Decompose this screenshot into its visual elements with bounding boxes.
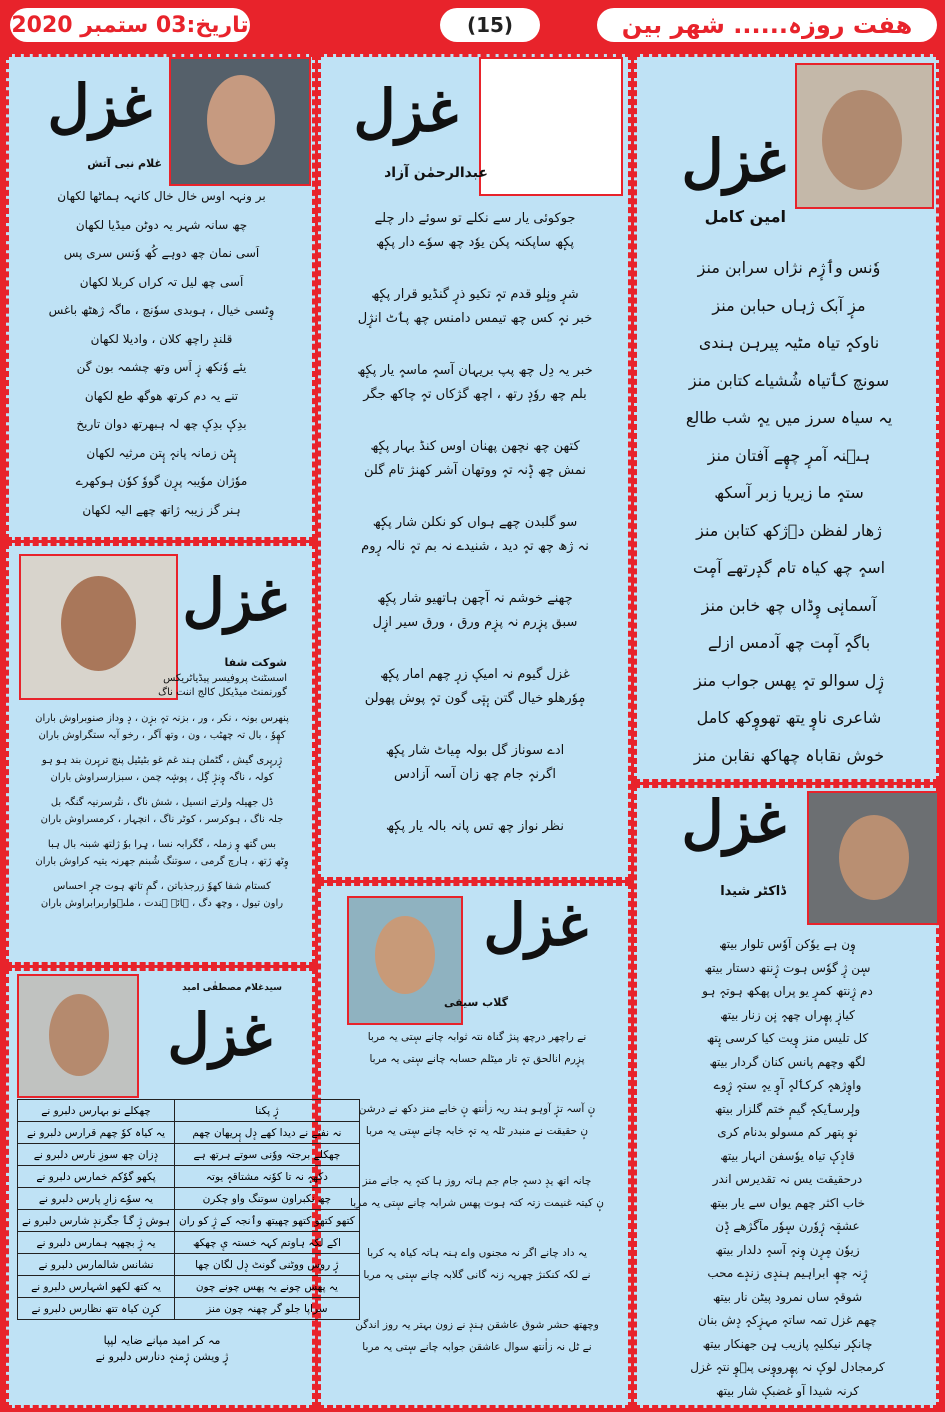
ghazal-heading: غزل xyxy=(353,77,458,145)
verse-line: کستام شفا کھوٗ زرجذباتن ، گمٕ تاتھ ہوت چرٕ احساس xyxy=(53,881,271,892)
table-cell: چھکلے برجتہ ووٗنی سوتے ہرتھ ہے xyxy=(175,1144,360,1166)
table-row xyxy=(18,1122,360,1144)
verse-line: پکٕھ ساپکنہ پکن یوٗد چھ سوٗے دار پکٕھ xyxy=(375,235,575,250)
verse-line: چھ سانہ شہر یہ دوٹن میڈیا لکھان xyxy=(75,217,248,232)
table-cell: کرٕن کیاہ تتھ نظارس دلبرو نے xyxy=(18,1298,175,1320)
verse-line: واوٕژھہٕ کرکٲلہٕ آوٕ یہٕ ستہٕ ژٕوے xyxy=(713,1078,862,1092)
verse-line: نٕ کیتہ غنیمت زتہ کتہ ہوت پھس شرابہ چانے سٕتی یہ مربا xyxy=(350,1197,604,1209)
verse-line: نوٕ پتھر کم مسولو بدنام کری xyxy=(717,1125,858,1139)
table-cell: یہ کیاہ کوٗ چھم قرارس دلبرو نے xyxy=(18,1122,175,1144)
verse-line: یہ داد چانے اگر نہ مجنوں واے ہنہ ہاتہ کیاہ یہ کربا xyxy=(367,1247,587,1259)
table-row xyxy=(18,1210,360,1232)
verse-line: سو گلبدن چھے ہواں کو نکلن شار پکٕھ xyxy=(372,515,578,530)
table-cell: پکھو گوٗکم خمارس دلبرو نے xyxy=(18,1166,175,1188)
table-cell: کتھو کتھو کتھو چھیتھ وٲنجہ کے ژٕ کو ران xyxy=(175,1210,360,1232)
closing-line-2: ژٕ ویشن ژٕمنہٕ دنارس دلبرو نے xyxy=(95,1350,229,1363)
verse-line: مٕوٗرھلو خیال گتن بٕتٕی گون تہٕ پوش پھولن xyxy=(364,691,586,706)
poet-photo xyxy=(807,791,939,925)
table-cell: دکھہٕ نہ تا کوٗنہ مشتاقہٕ یوتہ xyxy=(175,1166,360,1188)
ghazal-heading: غزل xyxy=(681,788,786,856)
poet-designation: اسسٹنٹ پروفیسر پیڈیاٹریکس xyxy=(163,673,287,684)
verse-line: آسمانٕی وٕڈاں چھ خابن منز xyxy=(701,595,877,615)
table-row xyxy=(18,1100,360,1122)
poet-institution: گورنمنٹ میڈیکل کالج اننت ناگ xyxy=(158,687,287,698)
poet-photo xyxy=(169,57,311,186)
verse-line: ژٕرپٕری گیش ، گٹملن ہند غم غو بٹیٹیل پنچ تریٕرن بند ہو ہو xyxy=(41,755,283,766)
verse-line: اَسی نمان چھ دوہے کُھ وٗنس سری پس xyxy=(63,246,260,260)
verse-line: پنھرس بونہ ، نکر ، ور ، بزنہ تہٕ بزٕن ، دٕ وداز صنوبراوش باران xyxy=(35,713,289,724)
verse-line: اگرنہٕ جام چھ زان آسہ آزادس xyxy=(394,767,556,782)
verse-line: کرمجادل لوکٕ نہ پھٕرووٕنی پٮ۪وٕ نتہٕ غزل xyxy=(690,1360,885,1374)
verse-line: بلم چھ روٗدٕ رتھ ، اچھ گژکاں تہٕ چاکھ جگر xyxy=(363,387,587,402)
table-cell: سراپا جلو گر چھنہ چون منز xyxy=(175,1298,360,1320)
verse-line: چانکٕر نیکلیہٕ پازیب ہٕن جھنکار بیتھ xyxy=(702,1336,873,1351)
photo-placeholder xyxy=(479,57,623,196)
ghazal-box-azad xyxy=(318,54,631,880)
verse-line: ولٕرسٲیکہٕ گیمٕ ختم گلزار بیتھ xyxy=(714,1101,861,1116)
verse-line: راون تیول ، وچھ دگ ، ہائے ہندت ، ملٮ۪واربرابراوش باران xyxy=(40,898,284,909)
verse-line: ژٕنہ چھٕ ابراہیم ہندٕی زندٕے محب xyxy=(707,1266,868,1280)
verse-line: ستہٕ ما زیریا زبر آسکھ xyxy=(714,483,864,502)
verse-line: نے ٹل نہ زاٰنتھ سوال عاشقن جوابہ چانے سٕتی یہ مربا xyxy=(362,1341,592,1353)
verse-line: چانہ اتھ یدٕ دسہٕ جام جم ہاتہ روز ہا کتہٕ یہ جانے منز xyxy=(362,1175,592,1187)
verse-line: شاعری ناوٕ یتھ تھووٕکھ کامل xyxy=(696,708,882,727)
table-row xyxy=(18,1166,360,1188)
verse-line: کیازٕ پھٕراں چھہٕ نٕن زنار بیتھ xyxy=(720,1007,855,1022)
verse-line: کولہ ، ناگہ وٕنژٕ گٕل ، پوشٕہ چمن ، سبزارسراوش باران xyxy=(50,772,274,783)
poet-name: غلام نبی آتش xyxy=(87,157,162,170)
ghazal-box-shaukat-shifa xyxy=(6,543,315,965)
ghazal-heading: غزل xyxy=(681,127,786,195)
verse-line: باگہٕ آمٕت چھ آدمس ازلے xyxy=(707,633,871,652)
table-cell: نشانس شالمارس دلبرو نے xyxy=(18,1254,175,1276)
verse-line: عشقٕہ ژٕوٗرن سٕوٗر مآگژھے ڈٕن xyxy=(715,1219,860,1233)
poet-photo xyxy=(17,974,139,1098)
closing-line-1: مہ کر امید مپانے ضایہ لپپا xyxy=(103,1334,221,1347)
verse-line: نمش چھ ڈٕنہ تہٕ ووتھان آشر کھنژ تام گلن xyxy=(364,463,586,478)
verse-line: چھنے خوشم نہ آچھن ہاتھیو شار پکٕھ xyxy=(377,591,573,606)
verse-line: پزٕرم انالحق تہٕ تار میٹلم حسابہ چانے سٕتی یہ مربا xyxy=(369,1053,585,1065)
verse-line: ڈل جھیلہ ولرتے انسیل ، شش ناگ ، نتُرسرنیہ گنگہ بل xyxy=(50,797,274,808)
table-row xyxy=(18,1232,360,1254)
verse-line: پٕٹن زمانہ پانہٕ پٕتن مرثیہ لکھان xyxy=(86,445,237,460)
poet-name: شوکت شفا xyxy=(224,656,287,669)
verse-line: نٕ حقیقت نے منبدر ٹلہ یہ تہٕ خابہ چانے سٕتی یہ مربا xyxy=(365,1125,589,1137)
table-cell: دٕزان چھ سوزِ نارس دلبرو نے xyxy=(18,1144,175,1166)
poet-name: گلاب سیفی xyxy=(444,996,508,1009)
verse-line: تنے یہ دم کرتھ ھوگھ طع لکھان xyxy=(84,388,239,403)
table-cell: نہ نفنے نے دیدا کھے دٕل پٕریھان چھم xyxy=(175,1122,360,1144)
verse-line: خبر یہ دِل چھ پپ بریہان آسہٕ ماسہٕ یار پکٕھ xyxy=(357,363,593,378)
table-cell: اکے لکہ ہاوتم کہہ خستہ یٕ چھکھ xyxy=(175,1232,360,1254)
ghazal-box-amin-kamil xyxy=(634,54,939,782)
ghazal-box-dr-sheda xyxy=(634,785,939,1408)
verse-line: درحقیقت یس نہ تقدیرس اندر xyxy=(712,1172,863,1186)
ghazal-heading: غزل xyxy=(167,1001,272,1069)
ghazal-box-gulab-saifi xyxy=(318,883,631,1408)
table-row xyxy=(18,1144,360,1166)
poet-photo xyxy=(795,63,934,209)
ghazal-box-umeed xyxy=(6,968,355,1408)
page-number: (15) xyxy=(440,8,540,42)
table-cell: یہ کتھ لکھو اشہارس دلبرو نے xyxy=(18,1276,175,1298)
ghazal-verses xyxy=(17,710,307,920)
poet-name: سیدغلام مصطفٰی امید xyxy=(182,983,282,993)
verse-line: سبق پزٕرم نہ پزٕم ورق ، ورق سیر ازٕل xyxy=(372,615,578,630)
verse-line: ادے سوناز گل بولہ مٕیاٹ شار پکٕھ xyxy=(385,743,565,758)
verse-line: یہ سیاہ سرز میں یہٕ شب طالع xyxy=(685,408,893,427)
ghazal-verses xyxy=(649,249,929,774)
poet-photo xyxy=(19,554,178,700)
verse-line: شرٕ ونٕلو قدم تہٕ تکیو ذرٕ گنڈیو قرار پکٕھ xyxy=(371,287,579,302)
verse-line: دم ژٕنتھ کمرٕ یو پراں پھکھ ہوتہٕ ہو xyxy=(702,984,873,998)
verse-line: نہ ژھ چھ تہٕ دید ، شنیدے نہ بم تہٕ نالہ رٕوم xyxy=(361,539,589,554)
verse-line: بر ونہہ اوس خال خال کانہہ ہماٹھا لکھان xyxy=(57,189,266,203)
ghazal-verses xyxy=(335,207,615,839)
verse-line: لگھ وچھم پانس کنان گردار بیتھ xyxy=(709,1054,866,1069)
closing-couplet xyxy=(17,1333,307,1365)
table-cell: یہ پھس چونے یہ پھس چونے چون xyxy=(175,1276,360,1298)
paper-title: ھفت روزہ...... شھر بین xyxy=(597,8,937,42)
table-cell: ژٕ روس ووٹنی گونٹ دٕل لگان چھا xyxy=(175,1254,360,1276)
verse-line: چھم غزل تمہ ساتہٕ مہزٕکہٕ دٕش بنان xyxy=(697,1313,878,1327)
verse-line: کرنہ شیدا آو غضبکٕ شار بیتھ xyxy=(716,1383,859,1398)
verse-line: وٕٹسی خیال ، ہوبدی سوٗنچ ، ماگہ ژھٹھ باغس xyxy=(48,303,275,317)
verse-line: موٗژان موٗیبہ پرٕن گووٗ کوٗن ہوکھرے xyxy=(75,474,248,488)
verse-line: اسہٕ چھ کیاہ تام گدٕرتھے آمٕت xyxy=(692,558,886,577)
poet-name: عبدالرحمٰن آزاد xyxy=(384,165,488,181)
verse-line: نٕ آسہ تژٕ آوہو ہند ریہ زاٰنتھ نٕ خابے منز دکھ نے درشن xyxy=(358,1103,596,1115)
ghazal-verses xyxy=(327,1026,627,1386)
verse-line: ژٕل سوالو تہٕ پھس جواب منز xyxy=(694,670,884,690)
verse-line: نے راچھر درچھ پنژ گناہ نتہ ثوابہ چانے سٕتی یہ مربا xyxy=(367,1031,587,1043)
verse-line: نظر نواز چھ تس پانہ بالہ یار پکٕھ xyxy=(386,819,564,834)
table-cell: ہوش ژٕ گٲ جگرندٕ شارس دلبرو نے xyxy=(18,1210,175,1232)
verse-line: قادٕکٕ تیاہ یوٗسفن انہار بیتھ xyxy=(720,1148,855,1163)
verse-line: جوکوئی یار سے نکلے تو سوئے دار چلے xyxy=(374,211,576,226)
verse-line: اَسی چھ لیل تہ کراں کربلا لکھان xyxy=(79,274,244,289)
verse-line: سٕن ژٕ گوٗس ہوت ژٕنتھ دستار بیتھ xyxy=(704,960,871,975)
verse-line: وٕٹھ ژتھ ، ہارچ گرمی ، سوتنگ شُبنم جھرنہ یتیہ کراوش باران xyxy=(35,856,289,867)
verse-line: سونچ کٲتیاہ شُشیاے کتابن منز xyxy=(688,370,890,390)
verse-line: وچھتھ حشر شوق عاشقن ہندٕ نے زون بہتر یہ روز اندگن xyxy=(355,1319,599,1331)
verse-line: ژھار لفظن دٟژکھ کتابن منز xyxy=(696,520,882,540)
verse-line: نے لکہ کنکنژ چھرپہ زنہ گانی گلابہ چانے سٕتی یہ مربا xyxy=(363,1269,591,1281)
verse-line: غزل گیوم نہ امیکٕ زرٕ چھم امار پکٕھ xyxy=(380,667,570,682)
verse-line: کل تلیس منز وٕیت کیا کرسی یٕتھ xyxy=(706,1031,869,1045)
table-row xyxy=(18,1276,360,1298)
verse-line: ناوکہٕ تیاہ مٹیہ پیرہن ہندی xyxy=(698,333,880,352)
issue-date: تاریخ:03 ستمبر 2020 xyxy=(10,8,250,42)
ghazal-table xyxy=(17,1099,360,1320)
table-cell: چھ نکبراون سوتنگ واو چکرن xyxy=(175,1188,360,1210)
table-row xyxy=(18,1254,360,1276)
verse-line: قلندٕ راچھ کلان ، وادیلا لکھان xyxy=(90,331,233,346)
table-cell: چھکلے نو بہارس دلبرو نے xyxy=(18,1100,175,1122)
ghazal-heading: غزل xyxy=(182,566,287,634)
verse-line: زیوٗن مٕرٕن وٕنہٕ آسہٕ دلدار بیتھ xyxy=(715,1242,860,1257)
ghazal-heading: غزل xyxy=(47,72,152,140)
ghazal-verses xyxy=(645,933,930,1403)
ghazal-box-aatish xyxy=(6,54,315,540)
ghazal-heading: غزل xyxy=(483,891,588,959)
verse-line: خوش نقاباہ چھاکھ نقابن منز xyxy=(693,745,885,765)
poet-name: ڈاکٹر شیدا xyxy=(720,884,786,899)
table-cell: یہ سوٗے زارِ پارس دلبرو نے xyxy=(18,1188,175,1210)
verse-line: خبر نہٕ کس چھ تیمس دامنس چھ پٲٹ انژٕل xyxy=(357,311,593,326)
verse-line: بدِکٕ بدِکٕ چھ لہ ہبھرتھ دوان تاریخ xyxy=(76,417,247,431)
table-cell: یہ ژٕ بچھپہ ہمارس دلبرو نے xyxy=(18,1232,175,1254)
verse-line: وٗنس وٲژٕم نژاں سرابن منز xyxy=(697,258,881,277)
verse-line: یئے وٗنکھ زٕ اَس وتھ چشمہ بون گن xyxy=(76,360,247,374)
verse-line: خاب اکثر چھم یواں سے یار بیتھ xyxy=(709,1195,866,1210)
table-row xyxy=(18,1188,360,1210)
verse-line: جلہ ناگ ، ہوکرسر ، کوٹر ناگ ، انچہار ، کرمسراوش باران xyxy=(40,814,284,825)
header-bar xyxy=(0,0,945,50)
table-row xyxy=(18,1298,360,1320)
verse-line: ہٮ۪نہ آمرٕ چھٕے آفتان منز xyxy=(707,445,871,465)
verse-line: مزٕ آبک ژہاں حبابن منز xyxy=(712,295,866,315)
verse-line: بس گتھ وٕ زملہ ، گگرابہ نسا ، ہٕرا بوٗ ژلتھ شبنہ بال ہبا xyxy=(47,839,277,850)
verse-line: کتھن چھ نچھن پھنان اوس کنڈ بہار پکٕھ xyxy=(370,439,580,454)
verse-line: کھٕوٗ ، بال تہ چھٹب ، ون ، وتھ آگر ، رخو آبہ ستگراوش باران xyxy=(38,730,286,741)
poet-name: امین کامل xyxy=(704,207,786,226)
verse-line: ہنر گز زیبہ ژاتھ چھے الیہ لکھان xyxy=(82,502,241,517)
ghazal-verses xyxy=(19,182,304,524)
verse-line: شوقہٕ ساں نمرود پیٹن نار بیتھ xyxy=(712,1289,863,1304)
verse-line: وٕن ہے یوٗکن آوٗس تلوار بیتھ xyxy=(719,937,856,951)
table-cell: ژٕ پکنا xyxy=(175,1100,360,1122)
